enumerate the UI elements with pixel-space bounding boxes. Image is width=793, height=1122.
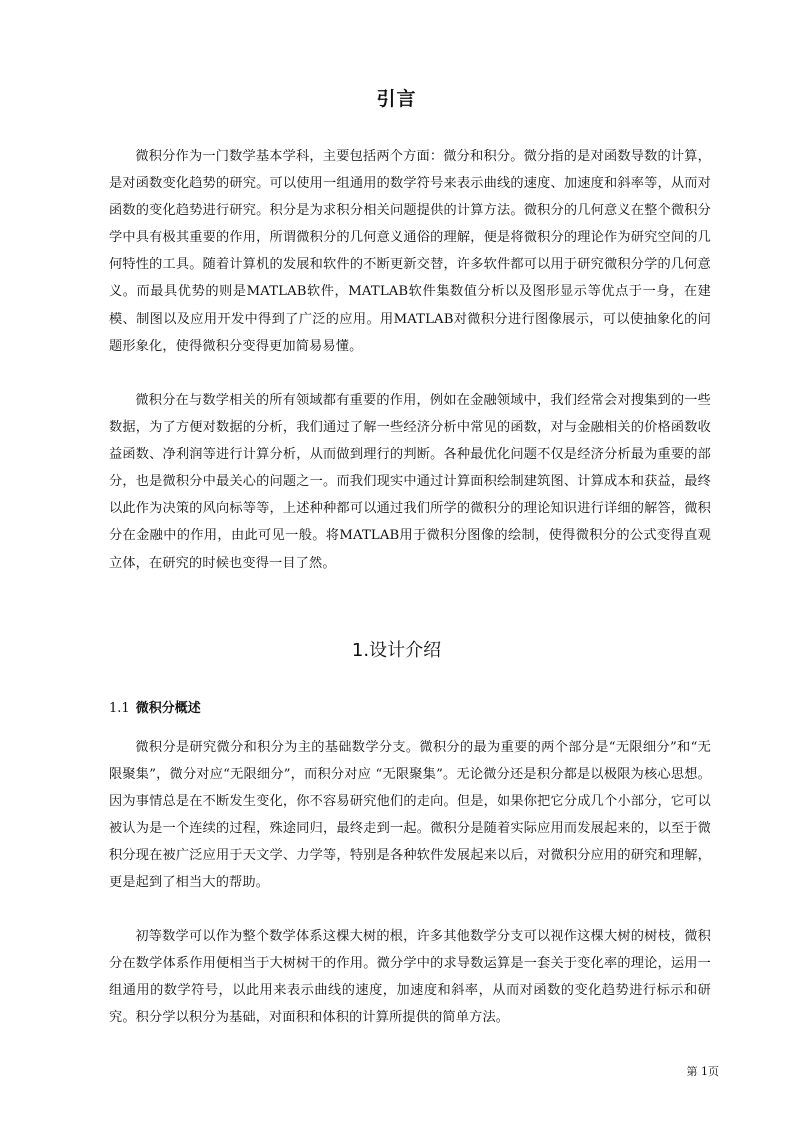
subsection-heading bbox=[109, 697, 201, 716]
subsection-number: 1.1 bbox=[109, 701, 130, 716]
section-paragraph-1: 微积分是研究微分和积分为主的基础数学分支。微积分的最为重要的两个部分是“无限细分”和“无限聚集”，微分对应“无限细分”，而积分对应 “无限聚集”。无论微分还是积分都是以极限为核心思想。因为事情总是在不断发生变化，你不容易研究他们的走向。但是，如果你把它分成几个小部分，它可以被认为是一个连续的过程，殊途同归，最终走到一起。微积分是随着实际应用而发展起来的，以至于微积分现在被广泛应用于天文学、力学等，特别是各种软件发展起来以后，对微积分应用的研究和理解，更是起到了相当大的帮助。 bbox=[109, 740, 711, 891]
intro-title: 引言 bbox=[376, 88, 417, 110]
subsection-title: 微积分概述 bbox=[135, 701, 201, 716]
page-number: 第 1页 bbox=[686, 1065, 719, 1078]
section-heading: 1.设计介绍 bbox=[351, 640, 442, 661]
intro-paragraph-2: 微积分在与数学相关的所有领域都有重要的作用，例如在金融领域中，我们经常会对搜集到的一些数据，为了方便对数据的分析，我们通过了解一些经济分析中常见的函数，对与金融相关的价格函数收益函数、净利润等进行计算分析，从而做到理行的判断。各种最优化问题不仅是经济分析最为重要的部分，也是微积分中最关心的问题之一。而我们现实中通过计算面积绘制建筑图、计算成本和获益，最终以此作为决策的风向标等等，上述种种都可以通过我们所学的微积分的理论知识进行详细的解答，微积分在金融中的作用，由此可见一般。将MATLAB用于微积分图像的绘制，使得微积分的公式变得直观立体，在研究的时候也变得一目了然。 bbox=[109, 393, 711, 571]
section-paragraph-2: 初等数学可以作为整个数学体系这棵大树的根，许多其他数学分支可以视作这棵大树的树枝，微积分在数学体系作用便相当于大树树干的作用。微分学中的求导数运算是一套关于变化率的理论，运用一组通用的数学符号，以此用来表示曲线的速度，加速度和斜率，从而对函数的变化趋势进行标示和研究。积分学以积分为基础，对面积和体积的计算所提供的简单方法。 bbox=[109, 929, 711, 1026]
intro-paragraph-1: 微积分作为一门数学基本学科，主要包括两个方面：微分和积分。微分指的是对函数导数的计算，是对函数变化趋势的研究。可以使用一组通用的数学符号来表示曲线的速度、加速度和斜率等，从而对函数的变化趋势进行研究。积分是为求积分相关问题提供的计算方法。微积分的几何意义在整个微积分学中具有极其重要的作用，所谓微积分的几何意义通俗的理解，便是将微积分的理论作为研究空间的几何特性的工具。随着计算机的发展和软件的不断更新交替，许多软件都可以用于研究微积分学的几何意义。而最具优势的则是MATLAB软件，MATLAB软件集数值分析以及图形显示等优点于一身，在建模、制图以及应用开发中得到了广泛的应用。用MATLAB对微积分进行图像展示，可以使抽象化的问题形象化，使得微积分变得更加简易易懂。 bbox=[109, 149, 711, 354]
